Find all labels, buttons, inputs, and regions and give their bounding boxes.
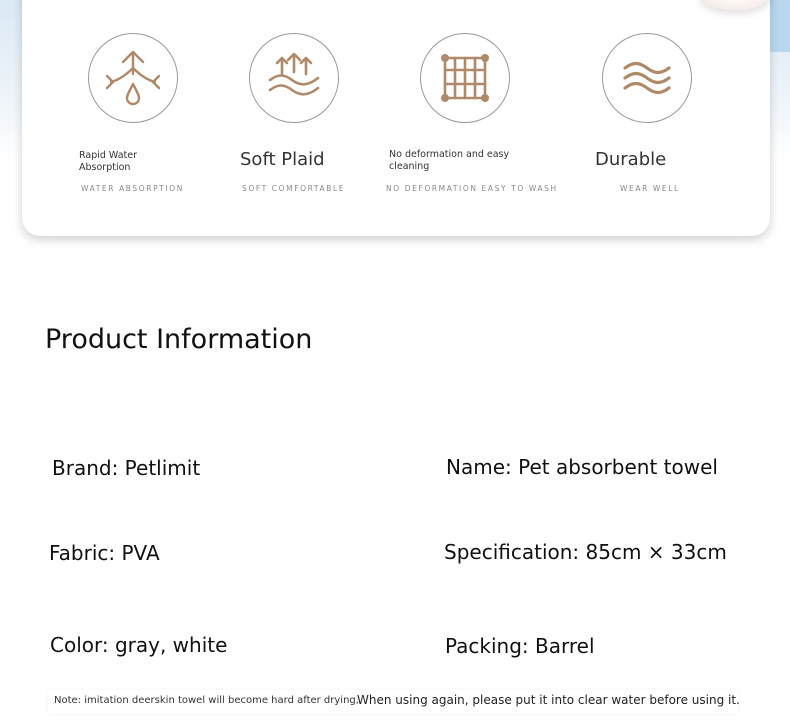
feature-subtitle-1: WATER ABSORPTION [81, 184, 184, 193]
feature-subtitle-4: WEAR WELL [620, 184, 680, 193]
feature-circle-3 [420, 33, 510, 123]
feature-subtitle-3: NO DEFORMATION EASY TO WASH [386, 184, 558, 193]
waves-up-arrows-icon [264, 48, 324, 108]
info-specification: Specification: 85cm × 33cm [444, 540, 727, 564]
waves-icon [617, 48, 677, 108]
grid-icon [435, 48, 495, 108]
info-color: Color: gray, white [50, 633, 228, 657]
features-card [22, 0, 770, 236]
feature-subtitle-2: SOFT COMFORTABLE [242, 184, 346, 193]
note-part-2: When using again, please put it into clear water before using it. [357, 693, 740, 707]
feature-title-2: Soft Plaid [240, 149, 325, 170]
feature-title-4: Durable [595, 149, 667, 170]
info-packing: Packing: Barrel [445, 634, 595, 658]
water-drop-icon [103, 48, 163, 108]
info-brand: Brand: Petlimit [52, 456, 201, 480]
info-name: Name: Pet absorbent towel [446, 455, 718, 479]
feature-title-1: Rapid Water Absorption [79, 150, 138, 173]
feature-circle-1 [88, 33, 178, 123]
info-fabric: Fabric: PVA [49, 541, 160, 565]
feature-circle-2 [249, 33, 339, 123]
note-part-1: Note: imitation deerskin towel will become hard after drying, [54, 695, 359, 706]
feature-title-3: No deformation and easy cleaning [389, 149, 510, 172]
feature-circle-4 [602, 33, 692, 123]
section-title: Product Information [45, 324, 313, 355]
